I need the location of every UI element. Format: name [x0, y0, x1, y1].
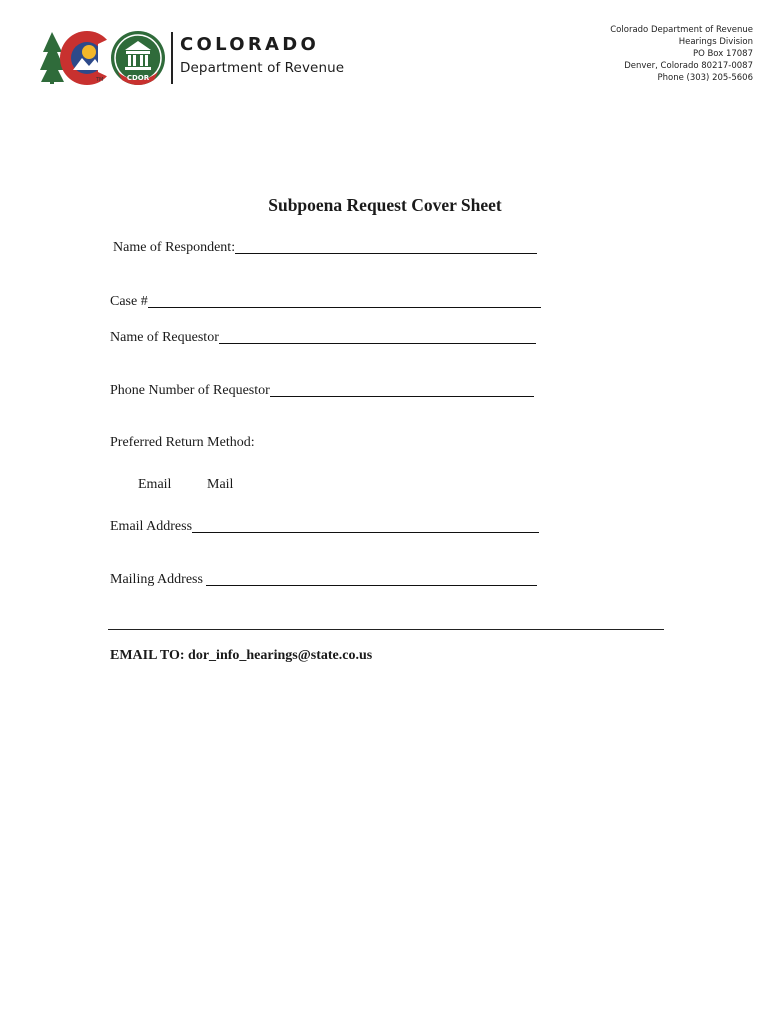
return-option-mail[interactable]: Mail	[207, 477, 234, 492]
address-line: Hearings Division	[678, 37, 753, 47]
requestor-input-line[interactable]	[219, 343, 536, 344]
requestor-field	[110, 330, 536, 346]
logo-divider	[171, 32, 173, 84]
case-label: Case #	[110, 294, 148, 309]
address-block	[610, 24, 753, 84]
respondent-label: Name of Respondent:	[113, 240, 236, 255]
section-divider	[108, 629, 664, 630]
address-line: PO Box 17087	[692, 49, 753, 59]
cdor-seal-icon	[111, 31, 165, 85]
logo-wordmark: COLORADO	[180, 34, 320, 55]
return-method-label: Preferred Return Method:	[110, 435, 255, 450]
colorado-dor-logo	[40, 26, 350, 90]
phone-field	[110, 383, 534, 399]
address-line: Phone (303) 205-5606	[657, 73, 753, 83]
seal-label: CDOR	[126, 74, 150, 82]
return-option-email[interactable]: Email	[138, 477, 172, 492]
respondent-field	[113, 240, 537, 256]
phone-input-line[interactable]	[270, 396, 534, 397]
requestor-label: Name of Requestor	[110, 330, 219, 345]
mailing-address-label: Mailing Address	[110, 572, 207, 587]
address-line: Denver, Colorado 80217-0087	[624, 61, 753, 71]
address-line: Colorado Department of Revenue	[610, 25, 753, 35]
email-to-instruction: EMAIL TO: dor_info_hearings@state.co.us	[110, 648, 373, 663]
case-field	[110, 294, 541, 310]
form-title: Subpoena Request Cover Sheet	[268, 195, 502, 215]
logo-emblem-icon	[40, 26, 170, 90]
email-address-input-line[interactable]	[192, 532, 539, 533]
email-address-field	[110, 519, 539, 535]
colorado-c-icon	[60, 31, 115, 85]
mailing-address-input-line[interactable]	[206, 585, 537, 586]
mailing-address-field	[110, 572, 537, 588]
email-address-label: Email Address	[110, 519, 193, 534]
logo-subtitle: Department of Revenue	[180, 60, 345, 76]
case-input-line[interactable]	[148, 307, 541, 308]
trademark-mark: TM	[96, 77, 104, 83]
phone-label: Phone Number of Requestor	[110, 383, 270, 398]
respondent-input-line[interactable]	[235, 253, 537, 254]
